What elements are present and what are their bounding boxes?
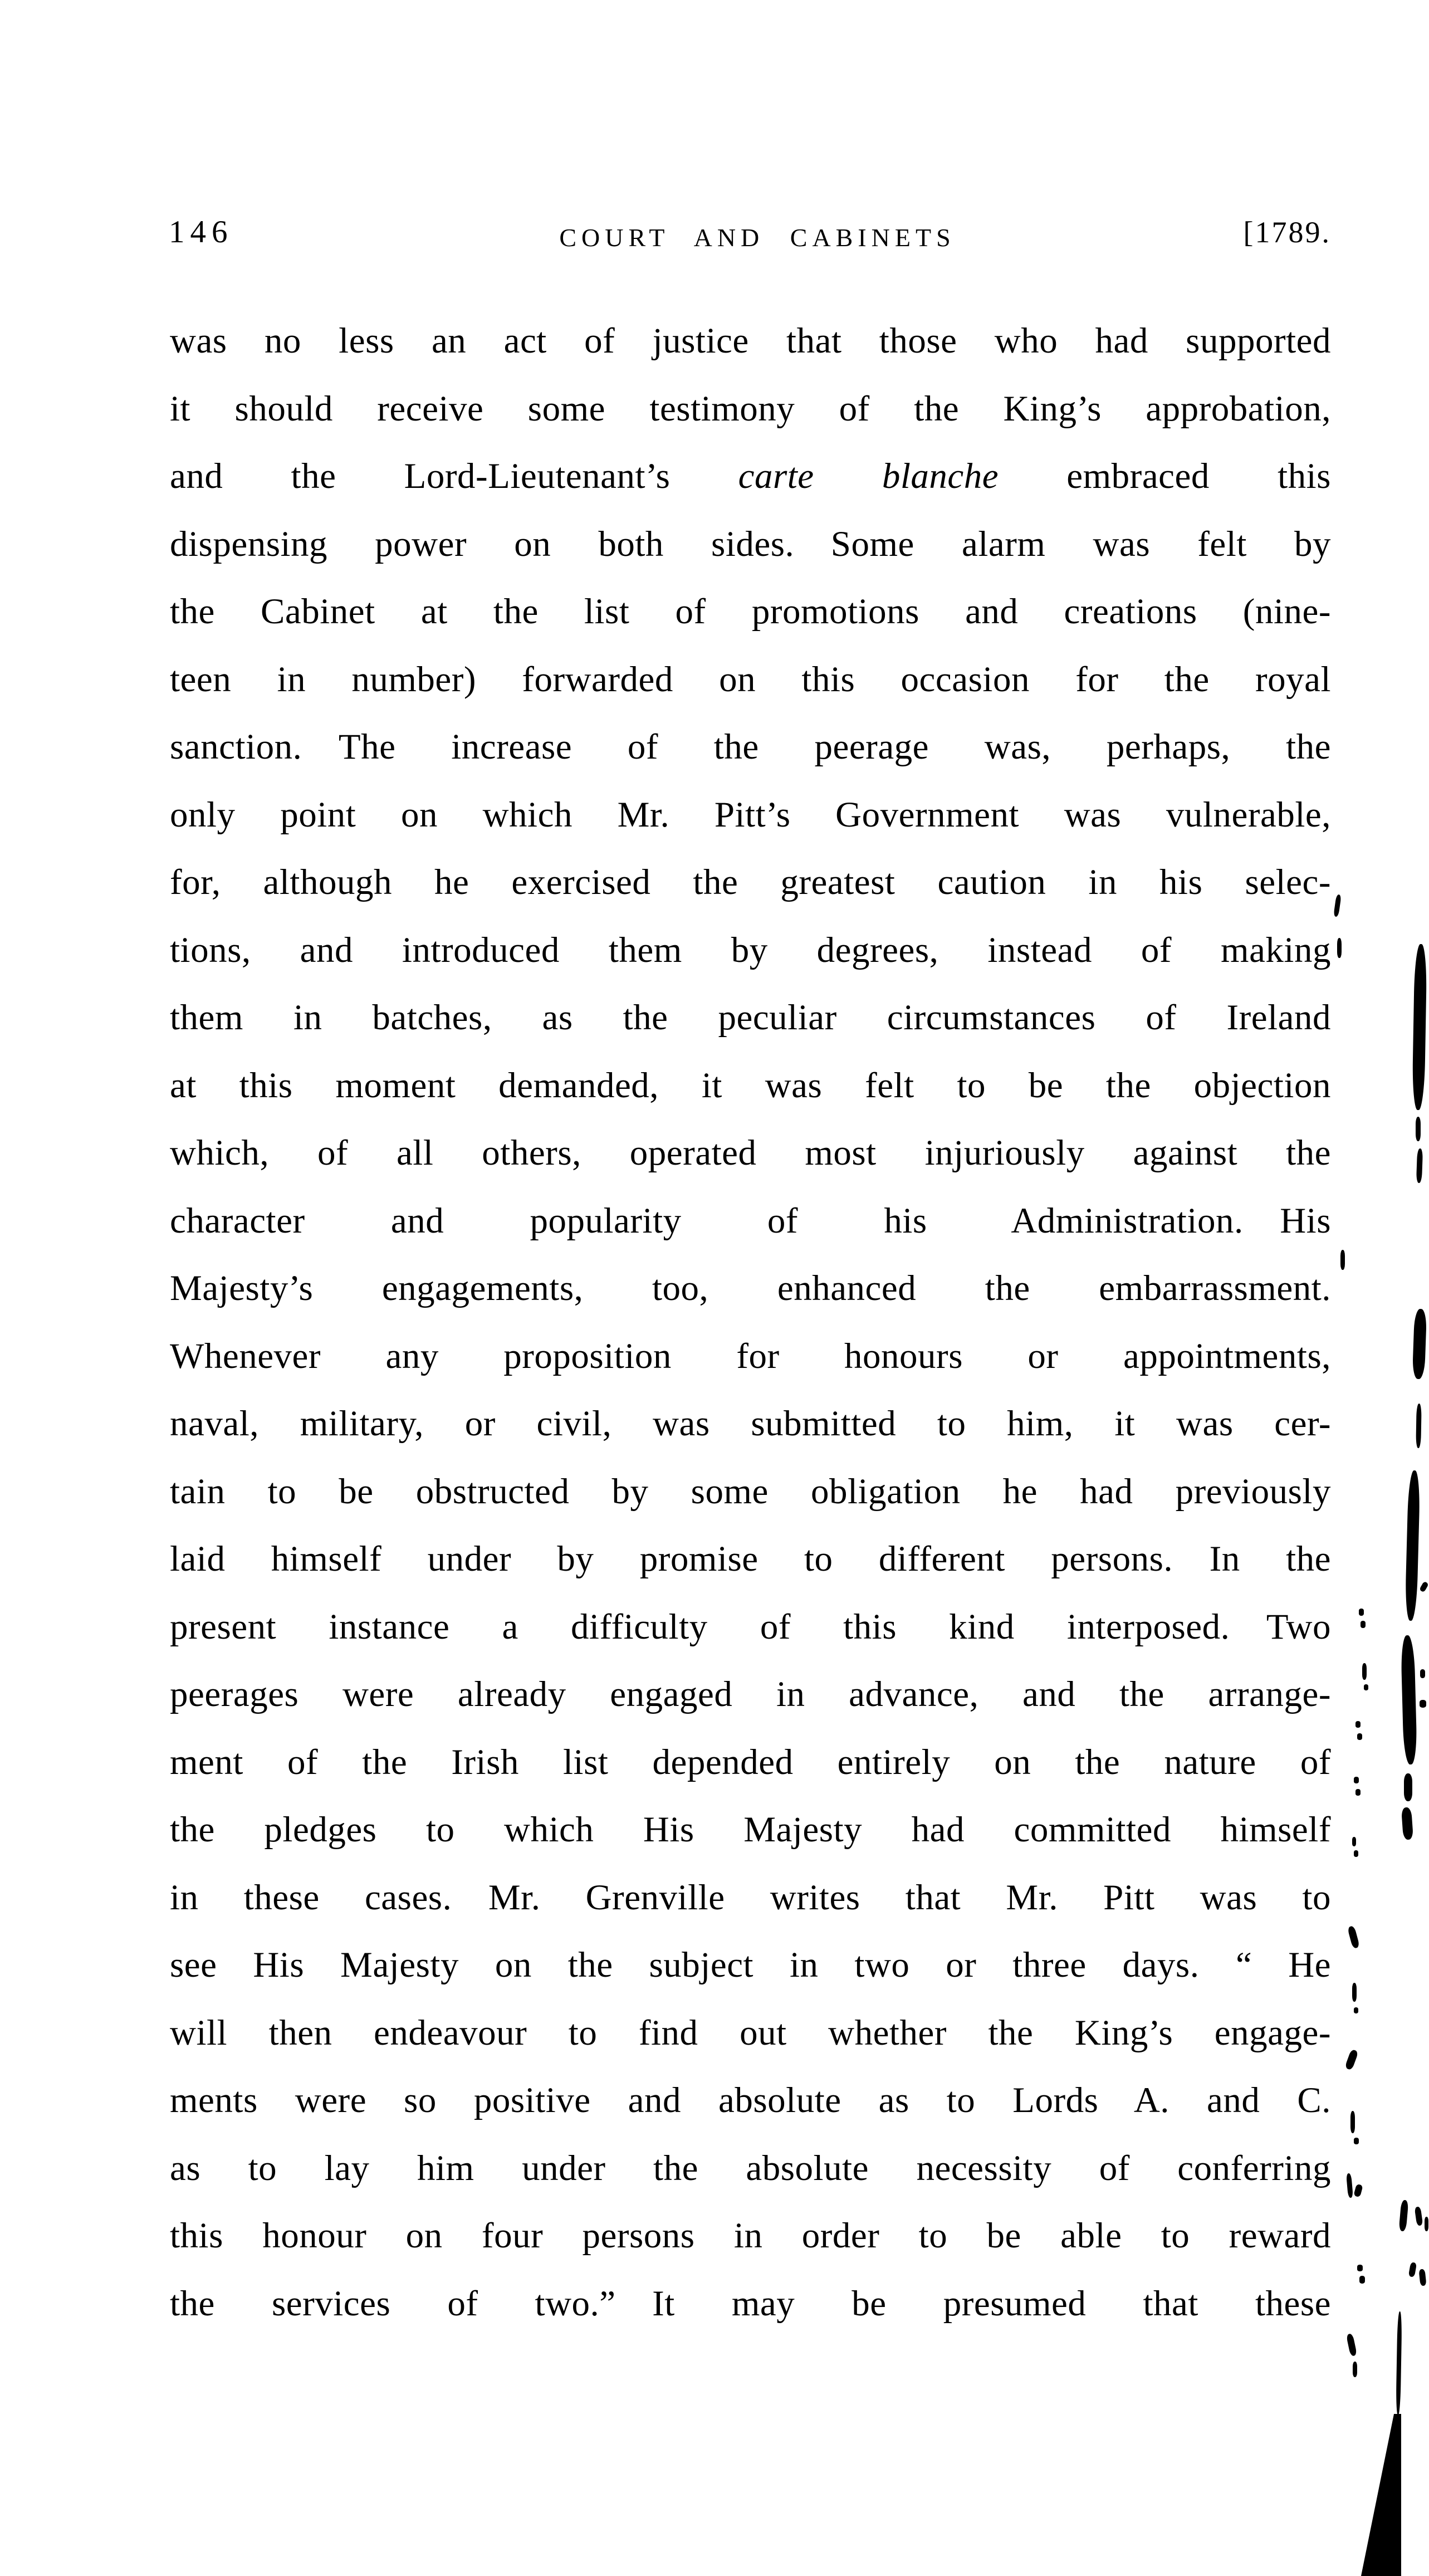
ink-speck [1346, 2173, 1353, 2198]
ink-speck [1357, 1733, 1362, 1740]
text-line: Majesty’s engagements, too, enhanced the embarrassment. [170, 1268, 1331, 1308]
ink-speck [1362, 1663, 1367, 1680]
ink-speck [1408, 2262, 1417, 2277]
ink-smudge [1404, 1773, 1412, 1801]
ink-smudge [1412, 1309, 1427, 1380]
text-line: will then endeavour to find out whether the King’s engage- [170, 2012, 1331, 2053]
text-line: naval, military, or civil, was submitted to him, it was cer- [170, 1404, 1331, 1444]
ink-speck [1340, 1250, 1345, 1270]
year-marker: [1789. [1243, 216, 1331, 249]
ink-smudge [1412, 944, 1427, 1110]
ink-speck [1364, 1684, 1368, 1690]
ink-speck [1359, 2276, 1365, 2284]
ink-smudge [1416, 1148, 1423, 1183]
ink-speck [1353, 2184, 1363, 2197]
text-line: and the Lord-Lieutenant’s carte blanche embraced this [170, 456, 1331, 496]
text-line: dispensing power on both sides. Some alarm was felt by [170, 524, 1331, 564]
ink-speck [1354, 1777, 1359, 1783]
ink-speck [1354, 2007, 1358, 2013]
ink-speck [1350, 2111, 1355, 2133]
ink-speck [1355, 1721, 1361, 1728]
text-line: see His Majesty on the subject in two or three days. “ He [170, 1945, 1331, 1985]
text-line: only point on which Mr. Pitt’s Government was vulnerable, [170, 794, 1331, 835]
text-line: sanction. The increase of the peerage was, perhaps, the [170, 727, 1331, 767]
ink-speck [1420, 1700, 1426, 1708]
ink-speck [1425, 2217, 1428, 2231]
text-line: the Cabinet at the list of promotions and creations (nine- [170, 592, 1331, 632]
ink-speck [1418, 2269, 1426, 2286]
ink-speck [1355, 1789, 1361, 1796]
text-line: teen in number) forwarded on this occasion for the royal [170, 659, 1331, 700]
ink-speck [1346, 2333, 1357, 2357]
text-line: at this moment demanded, it was felt to be the objection [170, 1065, 1331, 1106]
ink-speck [1354, 1850, 1358, 1857]
text-line: as to lay him under the absolute necessity of conferring [170, 2148, 1331, 2188]
ink-smudge [1404, 1470, 1420, 1621]
text-line: was no less an act of justice that those who had supported [170, 321, 1331, 361]
ink-speck [1357, 2265, 1363, 2271]
text-line: in these cases. Mr. Grenville writes that Mr. Pitt was to [170, 1877, 1331, 1918]
ink-speck [1399, 2200, 1409, 2232]
text-line: the pledges to which His Majesty had committed himself [170, 1810, 1331, 1850]
text-line: the services of two.” It may be presumed that these [170, 2283, 1331, 2324]
ink-speck [1361, 1621, 1366, 1628]
ink-speck [1333, 894, 1341, 917]
page-body-text [170, 307, 1331, 2338]
text-line: Whenever any proposition for honours or appointments, [170, 1336, 1331, 1376]
ink-speck [1415, 2206, 1423, 2226]
text-line: ment of the Irish list depended entirely on the nature of [170, 1742, 1331, 1782]
ink-speck [1419, 1581, 1429, 1593]
corner-shadow [1361, 2414, 1401, 2576]
text-line: present instance a difficulty of this kind interposed. Two [170, 1606, 1331, 1647]
text-line: ments were so positive and absolute as to Lords A. and C. [170, 2080, 1331, 2120]
ink-smudge [1401, 1807, 1413, 1840]
text-line: this honour on four persons in order to be able to reward [170, 2216, 1331, 2256]
ink-speck [1337, 938, 1342, 958]
ink-smudge [1416, 1404, 1421, 1448]
ink-speck [1420, 1669, 1425, 1678]
page-number: 146 [169, 214, 233, 250]
ink-speck [1353, 2362, 1357, 2377]
text-line: which, of all others, operated most injuriously against the [170, 1133, 1331, 1173]
text-line: laid himself under by promise to different persons. In the [170, 1539, 1331, 1579]
ink-smudge [1401, 1635, 1417, 1765]
text-line: for, although he exercised the greatest caution in his selec- [170, 862, 1331, 902]
text-line: them in batches, as the peculiar circumstances of Ireland [170, 998, 1331, 1038]
text-line: character and popularity of his Administration. His [170, 1200, 1331, 1241]
ink-smudge [1416, 1117, 1421, 1141]
ink-speck [1359, 1609, 1364, 1616]
ink-speck [1354, 2138, 1359, 2144]
ink-speck [1347, 1925, 1360, 1949]
text-line: it should receive some testimony of the King’s approbation, [170, 388, 1331, 429]
text-line: peerages were already engaged in advance, and the arrange- [170, 1674, 1331, 1714]
ink-speck [1344, 2049, 1358, 2071]
text-line: tain to be obstructed by some obligation he had previously [170, 1471, 1331, 1512]
scratch-line [1396, 2311, 1402, 2415]
ink-speck [1352, 1837, 1356, 1846]
ink-speck [1352, 1983, 1357, 2002]
running-title: COURT AND CABINETS [559, 223, 956, 252]
text-line: tions, and introduced them by degrees, instead of making [170, 930, 1331, 970]
